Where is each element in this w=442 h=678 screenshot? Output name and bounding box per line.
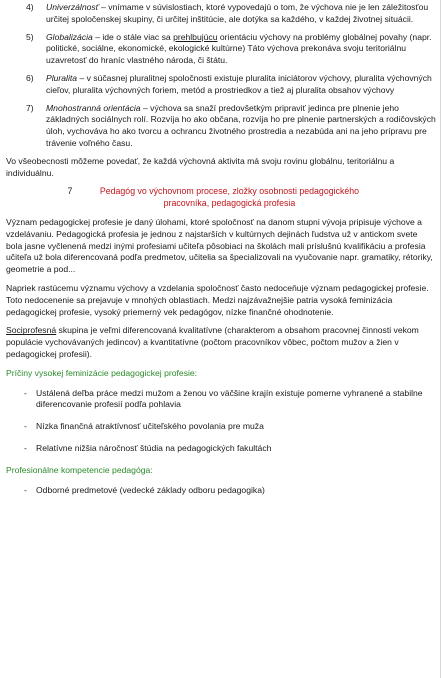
section-heading — [6, 186, 436, 210]
feminization-list — [6, 388, 436, 455]
dash-bullet: - — [24, 484, 27, 495]
list-item-text: Odborné predmetové (vedecké základy odboru pedagogika) — [36, 484, 265, 495]
paragraph-undervaluation: Napriek rastúcemu významu výchovy a vzdelania spoločnosť často nedoceňuje význam pedagogickej profesie. Toto nedocenenie sa prejavuje v mnohých oblastiach. Medzi najzávažnejšie patria vysoká feminizácia pedagogickej profesie, vysoký priemerný vek pedagógov, nízke finančné ohodnotenie. — [6, 282, 429, 317]
list-item — [6, 421, 436, 433]
item-number: 4) — [26, 2, 34, 12]
item-number: 7) — [26, 102, 34, 113]
item-body-a: – ide o stále viac sa — [92, 31, 174, 42]
item-text — [42, 2, 436, 26]
item-text — [42, 32, 436, 67]
subheading-competences: Profesionálne kompetencie pedagóga: — [6, 464, 153, 475]
list-item-text: Ustálená deľba práce medzi mužom a ženou vo väčšine krajín existuje pomerne vyhranené a stabilne diferencovanie profesií podľa pohlavia — [36, 387, 423, 410]
item-body: – v súčasnej pluralitnej spoločnosti existuje pluralita iniciátorov výchovy, pluralita výchovných cieľov, pluralita výchovných foriem, metód a prostriedkov a tiež aj pluralita obsahov výchovy — [46, 72, 432, 95]
numbered-item — [26, 2, 436, 26]
paragraph-text: skupina je veľmi diferencovaná kvalitatívne (charakterom a obsahom pracovnej činnosti vekom populácie vychovávaných jedincov) a kvantitatívne (počtom pracovníkov vôbec, počtom mužov a žien v pedagogickej profesii). — [6, 325, 419, 359]
section-title: Pedagóg vo výchovnom procese, zložky osobnosti pedagogického pracovníka, pedagogická profesia — [99, 186, 360, 209]
numbered-item — [26, 73, 436, 97]
item-term: Mnohostranná orientácia — [46, 102, 141, 113]
subheading-feminization: Príčiny vysokej feminizácie pedagogickej profesie: — [6, 367, 198, 378]
underlined-word: Sociprofesná — [6, 325, 57, 336]
underlined-word: prehlbujúcu — [173, 31, 218, 42]
dash-bullet: - — [24, 442, 27, 453]
item-term: Globalizácia — [46, 31, 93, 42]
list-item — [6, 443, 436, 455]
dash-bullet: - — [24, 421, 27, 432]
item-text — [42, 73, 436, 97]
numbered-item — [26, 32, 436, 67]
item-text — [42, 103, 436, 150]
summary-paragraph: Vo všeobecnosti môžeme povedať, že každá výchovná aktivita má svoju rovinu globálnu, teritoriálnu a individuálnu. — [6, 155, 395, 178]
item-number: 6) — [26, 72, 34, 83]
dash-bullet: - — [24, 387, 27, 398]
item-body: – vnímame v súvislostiach, ktoré vypovedajú o tom, že výchova nie je len záležitosťou určitej spoločenskej skupiny, či určitej inštitúcie, ale dotýka sa každého, v každej životnej situácii. — [46, 2, 429, 24]
list-item — [6, 388, 436, 412]
item-term: Pluralita — [46, 72, 78, 83]
list-item-text: Relatívne nižšia náročnosť štúdia na pedagogických fakultách — [36, 442, 272, 453]
paragraph-significance: Význam pedagogickej profesie je daný úlohami, ktoré spoločnosť na danom stupni vývoja pripisuje výchove a vzdelávaniu. Pedagogická profesia je jednou z najstarších v kultúrnych dejinách ľudstva už v antickom svete bola jasne vyčlenená medzi inými profesiami učiteľa pôsobiaci na školách mali príslušnú kvalifikáciu a profesia učiteľa už bola diferencovaná podľa predmetov, učitelia sa špecializovali na vyučovanie napr. gramatiky, rétoriky, geometrie a pod... — [6, 216, 433, 275]
item-term: Univerzálnosť — [46, 2, 99, 12]
competences-list — [6, 485, 436, 497]
paragraph-socioprofessional — [6, 325, 436, 360]
item-number: 5) — [26, 31, 34, 42]
page-edge — [440, 0, 441, 678]
list-item — [6, 485, 436, 497]
item-body: – výchova sa snaží predovšetkým pripraviť jedinca pre plnenie jeho základných sociálnych rolí. Rozvíja ho ako občana, rozvíja ho pre plnenie partnerských a rodičovských úloh, vychováva ho ako tvorcu a ochrancu životného prostredia a nezabúda ani na jeho prípravu pre trávenie voľného času. — [46, 102, 436, 148]
section-number: 7 — [67, 186, 73, 197]
item-body-b: orientáciu výchovy na problémy globálnej povahy (napr. politické, sociálne, ekonomické, ekologické kultúrne) Táto výchova prekonáva svoju teritoriálnu uzavretosť do hraníc vlastného národa, či štátu. — [46, 31, 432, 66]
numbered-item — [26, 103, 436, 150]
list-item-text: Nízka finančná atraktívnosť učiteľského povolania pre muža — [36, 421, 264, 432]
